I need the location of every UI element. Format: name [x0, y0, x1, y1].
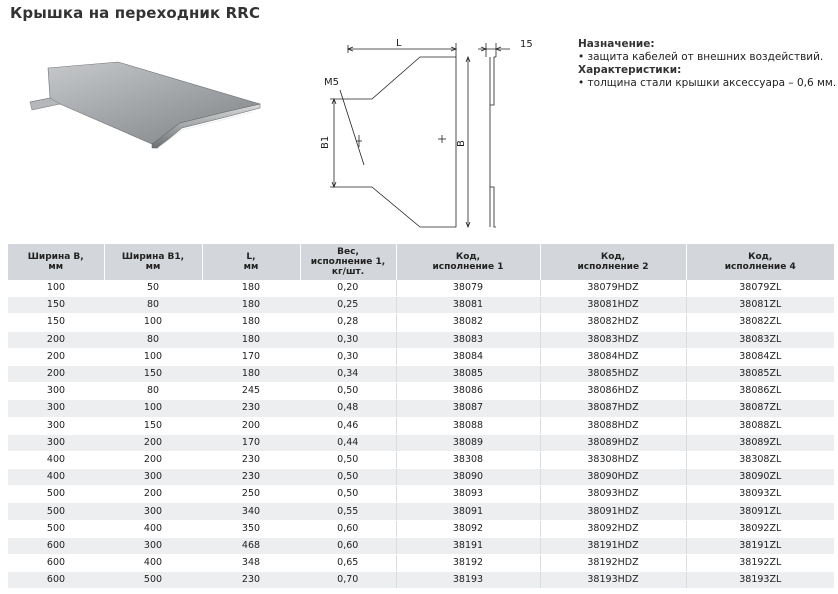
- cell-width-b: 500: [8, 520, 104, 537]
- cell-code-4: 38191ZL: [686, 537, 834, 554]
- col-header-code-2: Код, исполнение 2: [540, 244, 686, 280]
- purpose-heading: Назначение:: [578, 38, 655, 50]
- cell-code-4: 38079ZL: [686, 280, 834, 297]
- cell-code-1: 38079: [396, 280, 540, 297]
- cell-width-b1: 150: [104, 365, 202, 382]
- cell-l: 250: [202, 486, 300, 503]
- col-header-l: L, мм: [202, 244, 300, 280]
- purpose-item: • защита кабелей от внешних воздействий.: [578, 51, 824, 63]
- cell-weight: 0,50: [300, 469, 396, 486]
- table-row: [8, 537, 834, 554]
- table-row: [8, 503, 834, 520]
- cell-code-2: 38087HDZ: [540, 400, 686, 417]
- cell-code-4: 38084ZL: [686, 348, 834, 365]
- cell-l: 230: [202, 572, 300, 589]
- cell-width-b: 500: [8, 503, 104, 520]
- cell-code-1: 38084: [396, 348, 540, 365]
- cell-weight: 0,30: [300, 348, 396, 365]
- dimension-label-m5: M5: [324, 77, 339, 88]
- cell-code-1: 38308: [396, 451, 540, 468]
- page-title: Крышка на переходник RRC: [10, 4, 261, 22]
- cell-weight: 0,25: [300, 297, 396, 314]
- cell-code-2: 38193HDZ: [540, 572, 686, 589]
- table-row: [8, 383, 834, 400]
- cell-width-b1: 150: [104, 417, 202, 434]
- cell-code-2: 38084HDZ: [540, 348, 686, 365]
- table-row: [8, 469, 834, 486]
- cell-code-2: 38093HDZ: [540, 486, 686, 503]
- cell-weight: 0,60: [300, 520, 396, 537]
- cell-code-2: 38091HDZ: [540, 503, 686, 520]
- cell-l: 180: [202, 280, 300, 297]
- cell-width-b: 300: [8, 400, 104, 417]
- cell-code-4: 38085ZL: [686, 365, 834, 382]
- cell-weight: 0,60: [300, 537, 396, 554]
- cell-width-b1: 100: [104, 314, 202, 331]
- table-row: [8, 297, 834, 314]
- cell-l: 180: [202, 314, 300, 331]
- table-row: [8, 451, 834, 468]
- dimension-label-b: B: [456, 140, 467, 147]
- table-row: [8, 572, 834, 589]
- cell-width-b: 200: [8, 348, 104, 365]
- cell-width-b: 600: [8, 537, 104, 554]
- cell-code-1: 38092: [396, 520, 540, 537]
- col-header-width-b: Ширина В, мм: [8, 244, 104, 280]
- cell-code-2: 38090HDZ: [540, 469, 686, 486]
- cell-code-2: 38081HDZ: [540, 297, 686, 314]
- cell-code-4: 38088ZL: [686, 417, 834, 434]
- cell-code-2: 38083HDZ: [540, 331, 686, 348]
- cell-l: 170: [202, 348, 300, 365]
- cell-width-b1: 50: [104, 280, 202, 297]
- cell-code-1: 38085: [396, 365, 540, 382]
- table-row: [8, 434, 834, 451]
- cell-weight: 0,34: [300, 365, 396, 382]
- cell-code-4: 38091ZL: [686, 503, 834, 520]
- cell-width-b1: 80: [104, 331, 202, 348]
- cell-weight: 0,50: [300, 451, 396, 468]
- cell-code-4: 38092ZL: [686, 520, 834, 537]
- dimension-label-thickness: 15: [520, 39, 533, 50]
- cell-l: 230: [202, 451, 300, 468]
- specs-item: • толщина стали крышки аксессуара – 0,6 мм.: [578, 77, 837, 89]
- cell-width-b1: 80: [104, 383, 202, 400]
- cell-l: 180: [202, 297, 300, 314]
- cell-code-2: 38079HDZ: [540, 280, 686, 297]
- col-header-code-4: Код, исполнение 4: [686, 244, 834, 280]
- cell-code-4: 38089ZL: [686, 434, 834, 451]
- cell-width-b1: 500: [104, 572, 202, 589]
- description-block: [578, 38, 836, 90]
- cell-width-b1: 100: [104, 348, 202, 365]
- cell-code-1: 38090: [396, 469, 540, 486]
- cell-code-2: 38089HDZ: [540, 434, 686, 451]
- cell-weight: 0,50: [300, 383, 396, 400]
- cell-code-1: 38091: [396, 503, 540, 520]
- cell-l: 180: [202, 365, 300, 382]
- cell-weight: 0,44: [300, 434, 396, 451]
- cell-code-1: 38081: [396, 297, 540, 314]
- cell-code-4: 38083ZL: [686, 331, 834, 348]
- col-header-weight: Вес, исполнение 1, кг/шт.: [300, 244, 396, 280]
- cell-l: 180: [202, 331, 300, 348]
- cell-code-2: 38088HDZ: [540, 417, 686, 434]
- cell-code-1: 38082: [396, 314, 540, 331]
- cell-width-b1: 300: [104, 537, 202, 554]
- cell-code-1: 38086: [396, 383, 540, 400]
- cell-width-b: 150: [8, 314, 104, 331]
- table-row: [8, 331, 834, 348]
- cell-code-4: 38093ZL: [686, 486, 834, 503]
- cell-code-4: 38082ZL: [686, 314, 834, 331]
- dimension-label-b1: B1: [320, 135, 331, 149]
- col-header-code-1: Код, исполнение 1: [396, 244, 540, 280]
- cell-weight: 0,50: [300, 486, 396, 503]
- cell-width-b: 150: [8, 297, 104, 314]
- cell-width-b: 400: [8, 451, 104, 468]
- cell-l: 230: [202, 469, 300, 486]
- cell-weight: 0,65: [300, 555, 396, 572]
- cell-width-b: 200: [8, 331, 104, 348]
- cell-width-b1: 300: [104, 469, 202, 486]
- cell-weight: 0,30: [300, 331, 396, 348]
- cell-l: 200: [202, 417, 300, 434]
- table-header-row: [8, 244, 834, 280]
- cell-l: 350: [202, 520, 300, 537]
- cell-l: 348: [202, 555, 300, 572]
- cell-width-b: 300: [8, 434, 104, 451]
- cell-width-b: 500: [8, 486, 104, 503]
- cell-code-4: 38308ZL: [686, 451, 834, 468]
- cell-code-4: 38192ZL: [686, 555, 834, 572]
- cell-width-b1: 400: [104, 555, 202, 572]
- table-row: [8, 400, 834, 417]
- table-row: [8, 520, 834, 537]
- cell-code-1: 38088: [396, 417, 540, 434]
- specs-heading: Характеристики:: [578, 64, 682, 76]
- cell-code-4: 38086ZL: [686, 383, 834, 400]
- cell-code-2: 38086HDZ: [540, 383, 686, 400]
- table-row: [8, 417, 834, 434]
- cell-code-4: 38193ZL: [686, 572, 834, 589]
- cell-weight: 0,48: [300, 400, 396, 417]
- cell-width-b: 200: [8, 365, 104, 382]
- cell-l: 170: [202, 434, 300, 451]
- cell-width-b: 100: [8, 280, 104, 297]
- cell-code-1: 38087: [396, 400, 540, 417]
- cell-code-2: 38082HDZ: [540, 314, 686, 331]
- cell-l: 245: [202, 383, 300, 400]
- col-header-width-b1: Ширина В1, мм: [104, 244, 202, 280]
- cell-code-1: 38083: [396, 331, 540, 348]
- cell-width-b: 600: [8, 572, 104, 589]
- cell-code-2: 38308HDZ: [540, 451, 686, 468]
- table-row: [8, 555, 834, 572]
- cell-weight: 0,20: [300, 280, 396, 297]
- cell-width-b1: 300: [104, 503, 202, 520]
- cell-code-2: 38191HDZ: [540, 537, 686, 554]
- cell-code-2: 38092HDZ: [540, 520, 686, 537]
- cell-weight: 0,55: [300, 503, 396, 520]
- product-illustration: [20, 60, 265, 155]
- cell-code-1: 38193: [396, 572, 540, 589]
- cell-weight: 0,28: [300, 314, 396, 331]
- cell-width-b1: 200: [104, 486, 202, 503]
- table-row: [8, 314, 834, 331]
- table-row: [8, 280, 834, 297]
- cell-l: 340: [202, 503, 300, 520]
- cell-l: 230: [202, 400, 300, 417]
- cell-width-b: 300: [8, 383, 104, 400]
- cell-weight: 0,70: [300, 572, 396, 589]
- cell-code-2: 38192HDZ: [540, 555, 686, 572]
- technical-drawing: [310, 35, 570, 235]
- cell-code-1: 38192: [396, 555, 540, 572]
- cell-width-b1: 400: [104, 520, 202, 537]
- cell-width-b1: 200: [104, 434, 202, 451]
- cell-code-2: 38085HDZ: [540, 365, 686, 382]
- cell-code-1: 38191: [396, 537, 540, 554]
- cell-width-b1: 80: [104, 297, 202, 314]
- table-row: [8, 365, 834, 382]
- cell-code-4: 38087ZL: [686, 400, 834, 417]
- cell-width-b: 300: [8, 417, 104, 434]
- cell-l: 468: [202, 537, 300, 554]
- table-row: [8, 348, 834, 365]
- cell-code-1: 38089: [396, 434, 540, 451]
- cell-width-b1: 200: [104, 451, 202, 468]
- spec-table: [8, 244, 834, 589]
- cell-code-4: 38081ZL: [686, 297, 834, 314]
- cell-width-b: 400: [8, 469, 104, 486]
- dimension-label-l: L: [396, 38, 402, 49]
- table-row: [8, 486, 834, 503]
- cell-code-1: 38093: [396, 486, 540, 503]
- cell-width-b1: 100: [104, 400, 202, 417]
- cell-code-4: 38090ZL: [686, 469, 834, 486]
- cell-width-b: 600: [8, 555, 104, 572]
- cell-weight: 0,46: [300, 417, 396, 434]
